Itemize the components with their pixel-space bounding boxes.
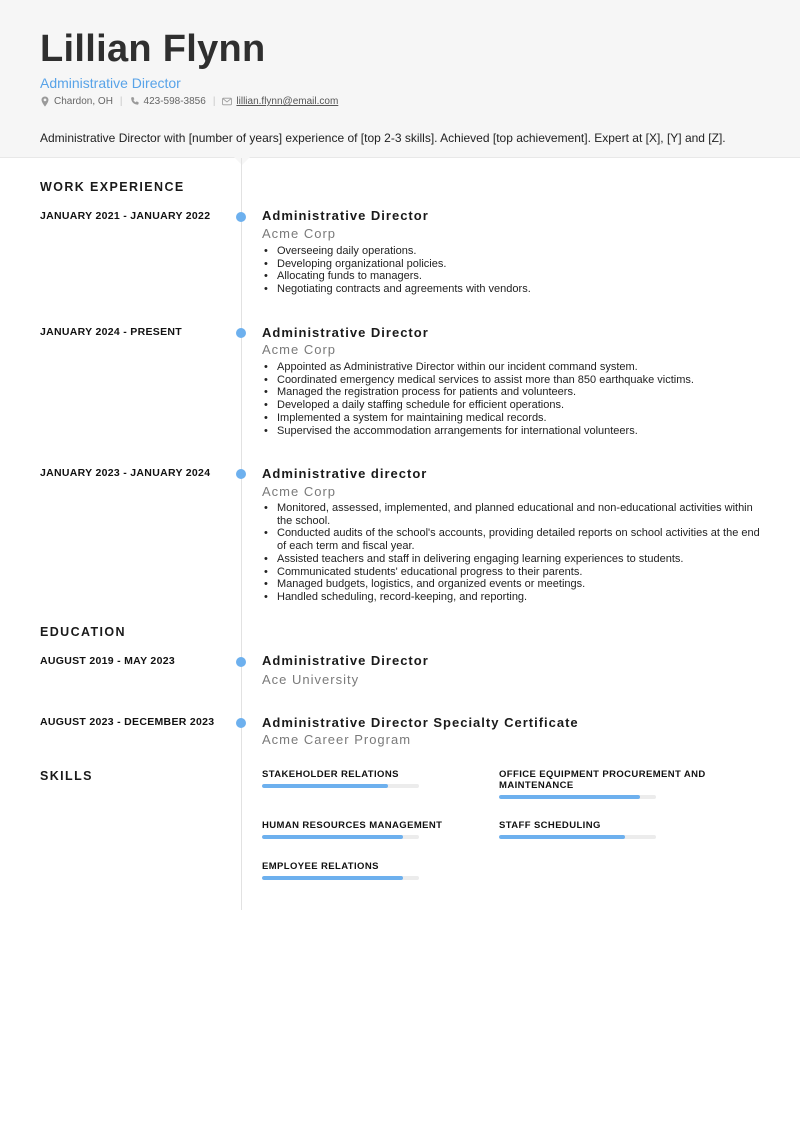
list-item: • Conducted audits of the school's accounts, providing detailed reports on school activities at the end of each term and fiscal year. bbox=[262, 527, 762, 552]
list-item: • Negotiating contracts and agreements with vendors. bbox=[262, 283, 762, 296]
education-school: Ace University bbox=[262, 672, 360, 687]
list-item: • Developing organizational policies. bbox=[262, 258, 762, 271]
section-title-work: WORK EXPERIENCE bbox=[40, 180, 185, 194]
work-company: Acme Corp bbox=[262, 484, 337, 499]
phone-text: 423-598-3856 bbox=[143, 96, 206, 107]
skill-item bbox=[499, 820, 719, 839]
skill-name: OFFICE EQUIPMENT PROCUREMENT AND MAINTENANCE bbox=[499, 769, 706, 791]
skill-level-fill bbox=[262, 835, 403, 839]
work-role: Administrative Director bbox=[262, 325, 429, 340]
list-item: • Managed budgets, logistics, and organized events or meetings. bbox=[262, 578, 762, 591]
education-degree: Administrative Director bbox=[262, 653, 429, 668]
work-dates: JANUARY 2021 - JANUARY 2022 bbox=[40, 210, 211, 222]
section-title-education: EDUCATION bbox=[40, 625, 126, 639]
skill-level-bar bbox=[262, 835, 419, 839]
phone-icon bbox=[130, 96, 140, 107]
skill-level-fill bbox=[499, 795, 640, 799]
list-item: • Handled scheduling, record-keeping, and reporting. bbox=[262, 591, 762, 604]
skill-name: EMPLOYEE RELATIONS bbox=[262, 861, 379, 872]
education-degree: Administrative Director Specialty Certificate bbox=[262, 715, 579, 730]
skill-item bbox=[262, 820, 482, 839]
candidate-name: Lillian Flynn bbox=[40, 28, 266, 70]
contact-divider: | bbox=[212, 96, 216, 107]
work-company: Acme Corp bbox=[262, 342, 337, 357]
skill-item bbox=[499, 769, 719, 799]
work-bullets bbox=[262, 361, 762, 437]
list-item: • Allocating funds to managers. bbox=[262, 270, 762, 283]
work-dates: JANUARY 2024 - PRESENT bbox=[40, 326, 182, 338]
list-item: • Monitored, assessed, implemented, and planned educational and non-educational activities within the school. bbox=[262, 502, 762, 527]
skill-name: HUMAN RESOURCES MANAGEMENT bbox=[262, 820, 443, 831]
skill-level-bar bbox=[499, 835, 656, 839]
timeline-dot bbox=[236, 657, 246, 667]
candidate-title: Administrative Director bbox=[40, 75, 181, 91]
profile-summary: Administrative Director with [number of years] experience of [top 2-3 skills]. Achieved [top achievement]. Expert at [X], [Y] and [Z]. bbox=[40, 131, 726, 145]
timeline-line bbox=[241, 158, 242, 910]
skill-level-fill bbox=[262, 784, 388, 788]
skill-item bbox=[262, 769, 482, 788]
education-dates: AUGUST 2019 - MAY 2023 bbox=[40, 655, 175, 667]
contact-divider: | bbox=[119, 96, 123, 107]
contact-line bbox=[40, 96, 338, 107]
resume-header bbox=[0, 0, 800, 158]
skill-item bbox=[262, 861, 482, 880]
timeline-dot bbox=[236, 469, 246, 479]
list-item: • Developed a daily staffing schedule for efficient operations. bbox=[262, 399, 762, 412]
work-dates: JANUARY 2023 - JANUARY 2024 bbox=[40, 467, 211, 479]
skill-name: STAFF SCHEDULING bbox=[499, 820, 601, 831]
work-company: Acme Corp bbox=[262, 226, 337, 241]
list-item: • Supervised the accommodation arrangements for international volunteers. bbox=[262, 425, 762, 438]
work-role: Administrative director bbox=[262, 466, 428, 481]
skill-level-fill bbox=[262, 876, 403, 880]
work-bullets bbox=[262, 502, 762, 604]
education-dates: AUGUST 2023 - DECEMBER 2023 bbox=[40, 716, 215, 728]
list-item: • Overseeing daily operations. bbox=[262, 245, 762, 258]
email-link[interactable]: lillian.flynn@email.com bbox=[236, 96, 339, 107]
skill-level-bar bbox=[262, 784, 419, 788]
header-notch bbox=[234, 157, 250, 165]
list-item: • Implemented a system for maintaining medical records. bbox=[262, 412, 762, 425]
email-icon bbox=[222, 96, 232, 107]
list-item: • Coordinated emergency medical services to assist more than 850 earthquake victims. bbox=[262, 374, 762, 387]
location-text: Chardon, OH bbox=[54, 96, 113, 107]
list-item: • Communicated students' educational progress to their parents. bbox=[262, 566, 762, 579]
skill-level-fill bbox=[499, 835, 625, 839]
timeline-dot bbox=[236, 718, 246, 728]
list-item: • Assisted teachers and staff in delivering engaging learning experiences to students. bbox=[262, 553, 762, 566]
location-pin-icon bbox=[40, 96, 50, 107]
list-item: • Managed the registration process for patients and volunteers. bbox=[262, 386, 762, 399]
work-bullets bbox=[262, 245, 762, 296]
skill-level-bar bbox=[262, 876, 419, 880]
section-title-skills: SKILLS bbox=[40, 769, 93, 783]
skill-name: STAKEHOLDER RELATIONS bbox=[262, 769, 399, 780]
work-role: Administrative Director bbox=[262, 208, 429, 223]
timeline-dot bbox=[236, 212, 246, 222]
list-item: • Appointed as Administrative Director within our incident command system. bbox=[262, 361, 762, 374]
skill-level-bar bbox=[499, 795, 656, 799]
timeline-dot bbox=[236, 328, 246, 338]
education-school: Acme Career Program bbox=[262, 732, 412, 747]
